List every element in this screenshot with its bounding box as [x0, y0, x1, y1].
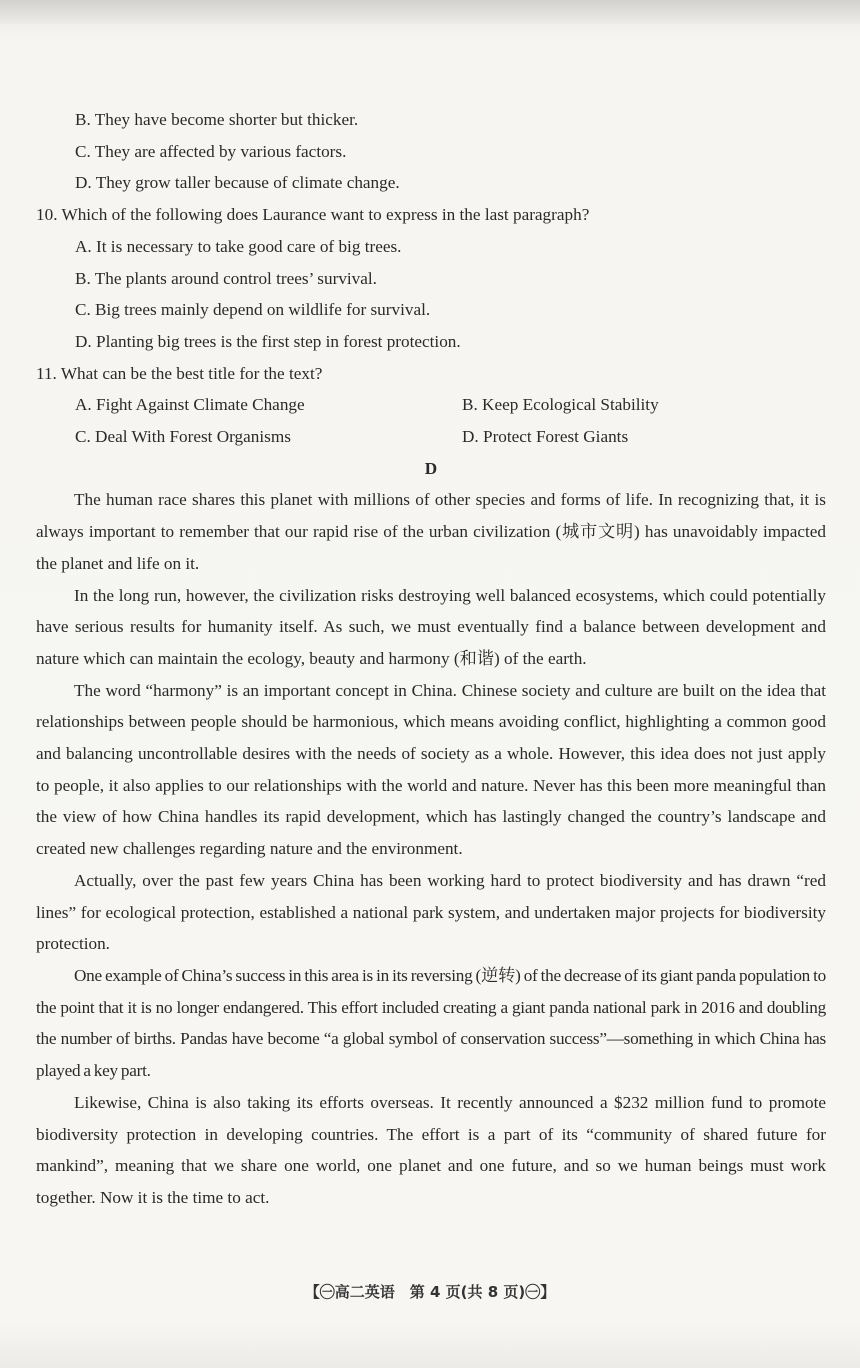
q11-stem: 11. What can be the best title for the text? [36, 363, 323, 383]
passage-paragraph: The word “harmony” is an important concept in China. Chinese society and culture are built on the idea that relationships between people should be harmonious, which means avoiding conflict, highlighting a common good and balancing uncontrollable desires with the needs of society as a whole. However, this idea does not just apply to people, it also applies to our relationships with the world and nature. Never has this been more meaningful than the view of how China handles its rapid development, which has lastingly changed the country’s landscape and created new challenges regarding nature and the environment. [36, 680, 826, 859]
q10-option-d: D. Planting big trees is the first step in forest protection. [75, 331, 461, 351]
q9-option-c: C. They are affected by various factors. [75, 141, 347, 161]
scan-edge [0, 0, 860, 24]
q10-option-b: B. The plants around control trees’ survival. [75, 268, 377, 288]
q11-options-row-2 [36, 421, 826, 453]
q10-option-c: C. Big trees mainly depend on wildlife for survival. [75, 300, 431, 320]
page-footer: 【㊀高二英语 第 4 页(共 8 页)㊀】 [304, 1283, 556, 1301]
q11-option-c: C. Deal With Forest Organisms [75, 427, 291, 447]
q11-options-row-1 [36, 389, 826, 421]
q11-option-d: D. Protect Forest Giants [462, 427, 629, 447]
passage-paragraph: One example of China’s success in this area is in its reversing (逆转) of the decrease of its giant panda population to the point that it is no longer endangered. This effort included creating a giant panda national park in 2016 and doubling the number of births. Pandas have become “a global symbol of conservation success”—something in which China has played a key part. [36, 965, 826, 1081]
passage-paragraph: Actually, over the past few years China has been working hard to protect biodiversity and has drawn “red lines” for ecological protection, established a national park system, and undertaken major projects for biodiversity protection. [36, 870, 826, 954]
passage-paragraph: The human race shares this planet with millions of other species and forms of life. In recognizing that, it is always important to remember that our rapid rise of the urban civilization (城市文明) has unavoidably impacted the planet and life on it. [36, 490, 826, 573]
q9-option-b: B. They have become shorter but thicker. [75, 110, 359, 129]
q10-option-a: A. It is necessary to take good care of big trees. [75, 236, 402, 256]
q10-stem: 10. Which of the following does Laurance want to express in the last paragraph? [36, 205, 590, 225]
section-label: D [424, 458, 438, 478]
passage-paragraph: In the long run, however, the civilization risks destroying well balanced ecosystems, which could potentially have serious results for humanity itself. As such, we must eventually find a balance between development and nature which can maintain the ecology, beauty and harmony (和谐) of the earth. [36, 585, 826, 668]
passage-paragraph: Likewise, China is also taking its efforts overseas. It recently announced a $232 million fund to promote biodiversity protection in developing countries. The effort is a part of its “community of shared future for mankind”, meaning that we share one world, one planet and one future, and so we human beings must work together. Now it is the time to act. [36, 1092, 826, 1207]
q11-option-b: B. Keep Ecological Stability [462, 395, 659, 415]
page-content [36, 104, 826, 1214]
q11-option-a: A. Fight Against Climate Change [75, 395, 305, 415]
q9-option-d: D. They grow taller because of climate change. [75, 173, 400, 193]
